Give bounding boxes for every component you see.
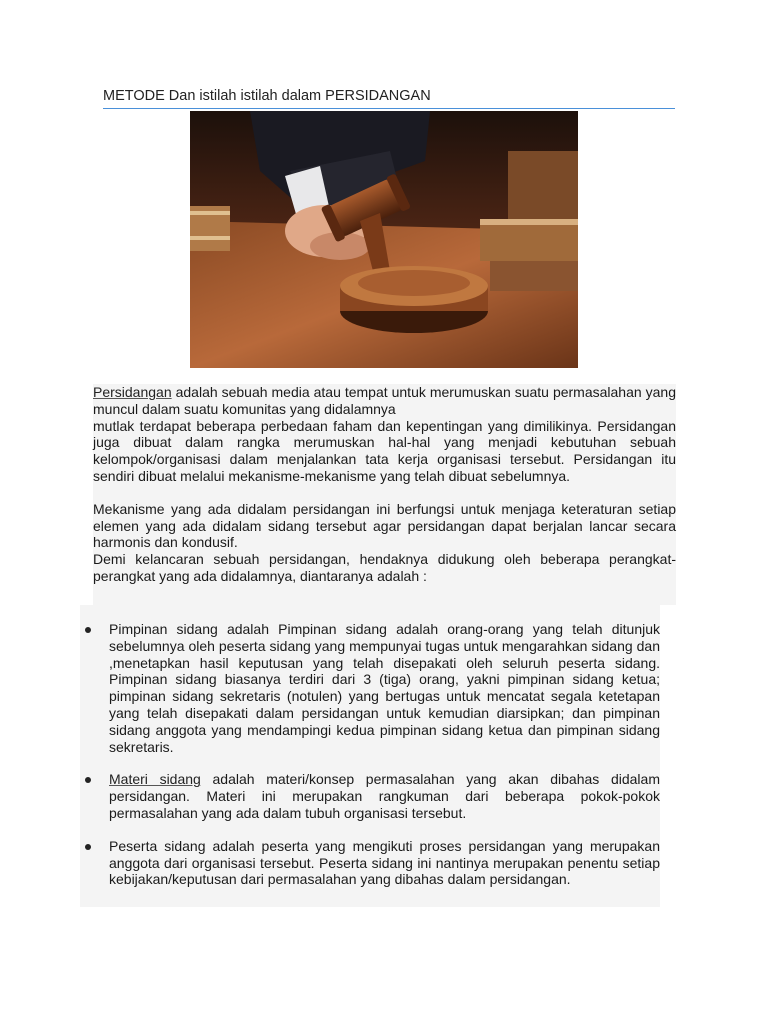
materi-sidang-link[interactable]: Materi sidang: [109, 771, 201, 788]
list-item: [80, 771, 660, 821]
bullet-icon: [85, 844, 91, 850]
list-item: [80, 621, 660, 755]
list-item: [80, 838, 660, 888]
items-list: [80, 605, 660, 888]
item-text: Pimpinan sidang adalah Pimpinan sidang adalah orang-orang yang telah ditunjuk sebelumnya oleh peserta sidang yang mempunyai tugas untuk mengarahkan sidang dan ,menetapkan hasil keputusan yang telah disepakati oleh seluruh peserta sidang. Pimpinan sidang biasanya terdiri dari 3 (tiga) orang, yakni pimpinan sidang ketua; pimpinan sidang sekretaris (notulen) yang bertugas untuk mencatat segala ketetapan yang telah disepakati dalam persidangan untuk kemudian diarsipkan; dan pimpinan sidang anggota yang mendampingi kedua pimpinan sidang ketua dan pimpinan sidang sekretaris.: [109, 621, 660, 755]
support-paragraph: Demi kelancaran sebuah persidangan, hendaknya didukung oleh beberapa perangkat-perangkat yang ada didalamnya, diantaranya adalah :: [93, 551, 676, 584]
bullet-icon: [85, 777, 91, 783]
intro-paragraph: [93, 384, 676, 418]
bullet-icon: [85, 627, 91, 633]
mechanism-paragraph: Mekanisme yang ada didalam persidangan ini berfungsi untuk menjaga keteraturan setiap elemen yang ada didalam sidang tersebut agar persidangan dapat berjalan lancar secara harmonis dan kondusif.: [93, 500, 676, 551]
intro-paragraph-continued: mutlak terdapat beberapa perbedaan faham dan kepentingan yang dimilikinya. Persidangan juga dibuat dalam rangka merumuskan hal-hal yang menjadi kebutuhan sebuah kelompok/organisasi dalam menjalankan tata kerja organisasi tersebut. Persidangan itu sendiri dibuat melalui mekanisme-mekanisme yang telah dibuat sebelumnya.: [93, 417, 676, 484]
intro-paragraph-text: adalah sebuah media atau tempat untuk merumuskan suatu permasalahan yang muncul dalam suatu komunitas yang didalamnya: [93, 384, 676, 417]
persidangan-link[interactable]: Persidangan: [93, 384, 172, 400]
item-text: adalah materi/konsep permasalahan yang akan dibahas didalam persidangan. Materi ini merupakan rangkuman dari beberapa pokok-pokok permasalahan yang ada dalam tubuh organisasi tersebut.: [109, 771, 660, 821]
document-title: METODE Dan istilah istilah dalam PERSIDANGAN: [103, 88, 675, 109]
items-section: [80, 605, 660, 907]
intro-section: [93, 384, 676, 605]
item-text: Peserta sidang adalah peserta yang mengikuti proses persidangan yang merupakan anggota dari organisasi tersebut. Peserta sidang ini nantinya merupakan penentu setiap kebijakan/keputusan dari permasalahan yang dibahas dalam persidangan.: [109, 837, 660, 888]
judge-gavel-photo: [190, 111, 578, 368]
